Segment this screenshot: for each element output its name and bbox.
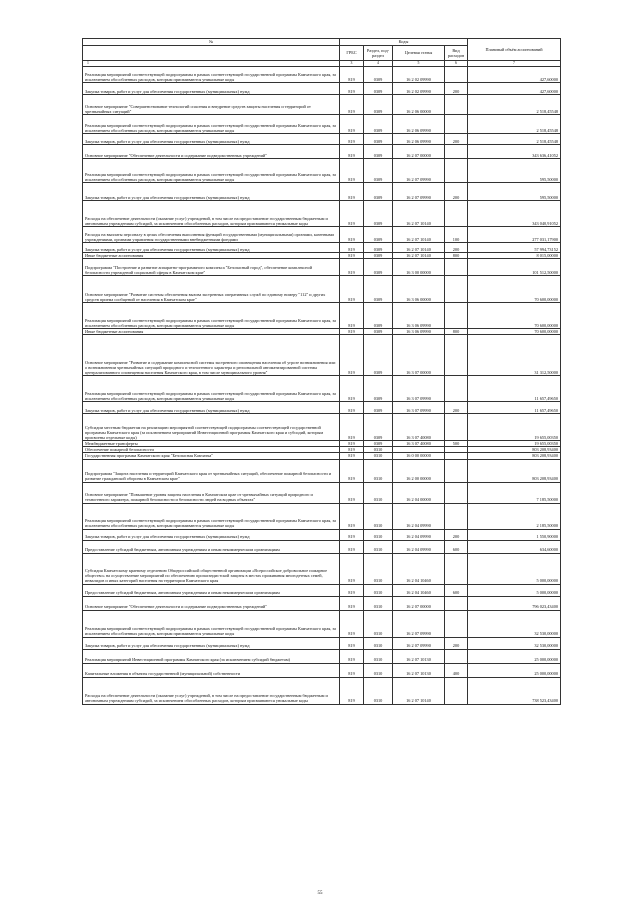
row-name: Реализация мероприятий соответствующей подпрограммы в рамках соответствующей государственной программы Камчатского края, за исключением обособленных расходов, которым присваиваются уникальные коды [83,376,340,402]
row-name: Закупка товаров, работ и услуг для обеспечения государственных (муниципальных) нужд [83,637,340,649]
row-section: 0310 [364,482,393,503]
row-name: Реализация мероприятий соответствующей подпрограммы в рамках соответствующей государственной программы Камчатского края, за исключением обособленных расходов, которым присваиваются уникальные коды [83,159,340,183]
row-section: 0310 [364,649,393,663]
row-name: Основное мероприятие "Развитие системы обеспечения вызова экстренных оперативных служб по единому номеру "112" и других средств приема сообщений от населения в Камчатском крае" [83,276,340,303]
row-grbs: 819 [340,145,364,159]
table-row [83,540,561,553]
row-target-article: 16 3 06 09990 [393,303,445,329]
row-section: 0310 [364,503,393,529]
table-row [83,596,561,610]
row-expense-type [445,115,468,134]
table-row [83,584,561,596]
table-row [83,134,561,145]
row-section: 0310 [364,453,393,459]
row-expense-type: 800 [445,253,468,259]
row-expense-type [445,503,468,529]
row-name: Предоставление субсидий бюджетным, автономным учреждениям и иным некоммерческим организациям [83,584,340,596]
row-amount: 19 655,00350 [468,441,561,447]
row-expense-type: 100 [445,227,468,243]
table-row [83,459,561,482]
row-expense-type [445,610,468,637]
table-row [83,303,561,329]
row-expense-type [445,259,468,276]
row-expense-type: 200 [445,402,468,414]
row-amount: 25 000,00000 [468,663,561,677]
page-number: 55 [317,891,323,896]
row-target-article: 16 2 02 09990 [393,67,445,83]
row-section: 0309 [364,303,393,329]
row-section: 0309 [364,145,393,159]
row-expense-type [445,459,468,482]
row-amount: 5 000,00000 [468,553,561,584]
row-amount: 57 994,73152 [468,243,561,253]
row-amount: 2 185,50000 [468,503,561,529]
row-target-article: 16 2 07 00000 [393,145,445,159]
row-target-article: 16 2 07 10140 [393,243,445,253]
row-expense-type [445,649,468,663]
row-amount: 427,60000 [468,83,561,95]
row-amount: 595,50000 [468,159,561,183]
row-grbs: 819 [340,329,364,335]
row-section: 0309 [364,95,393,115]
row-amount: 803 208,93400 [468,453,561,459]
row-amount: 11 657,49650 [468,402,561,414]
row-amount: 277 031,17900 [468,227,561,243]
row-target-article: 16 2 04 09990 [393,503,445,529]
row-expense-type: 600 [445,584,468,596]
row-target-article: 16 2 02 09990 [393,83,445,95]
row-name: Закупка товаров, работ и услуг для обеспечения государственных (муниципальных) нужд [83,134,340,145]
row-target-article: 16 0 00 00000 [393,453,445,459]
row-section: 0310 [364,677,393,704]
row-amount: 7 185,50000 [468,482,561,503]
row-section: 0309 [364,243,393,253]
row-name: Капитальные вложения в объекты государственной (муниципальной) собственности [83,663,340,677]
row-amount: 738 523,43400 [468,677,561,704]
row-grbs: 819 [340,637,364,649]
row-grbs: 819 [340,459,364,482]
row-target-article: 16 2 00 00000 [393,459,445,482]
row-target-article: 16 2 07 10130 [393,649,445,663]
table-row [83,276,561,303]
row-name: Реализация мероприятий соответствующей подпрограммы в рамках соответствующей государственной программы Камчатского края, за исключением обособленных расходов, которым присваиваются уникальные коды [83,67,340,83]
row-section: 0309 [364,335,393,376]
row-expense-type [445,596,468,610]
row-amount: 101 512,50000 [468,259,561,276]
row-section: 0309 [364,402,393,414]
row-section: 0310 [364,447,393,453]
row-expense-type [445,67,468,83]
row-grbs: 819 [340,482,364,503]
row-grbs: 819 [340,115,364,134]
row-expense-type [445,145,468,159]
row-target-article: 16 3 07 00000 [393,335,445,376]
row-target-article: 16 3 07 40080 [393,414,445,441]
table-row [83,335,561,376]
row-section: 0309 [364,259,393,276]
row-amount: 2 518,45548 [468,115,561,134]
header-section: Раздел, под-раздел [364,46,393,61]
row-section: 0310 [364,637,393,649]
row-name: Закупка товаров, работ и услуг для обеспечения государственных (муниципальных) нужд [83,529,340,540]
row-amount: 803 208,93400 [468,447,561,453]
row-target-article: 16 2 07 09990 [393,183,445,201]
row-target-article: 16 3 07 09990 [393,402,445,414]
row-amount: 8 015,00000 [468,253,561,259]
row-expense-type [445,335,468,376]
header-grbs: ГРБС [340,46,364,61]
row-target-article: 16 2 07 10130 [393,663,445,677]
row-expense-type [445,276,468,303]
row-amount: 31 312,50000 [468,335,561,376]
row-name: Реализация мероприятий соответствующей подпрограммы в рамках соответствующей государственной программы Камчатского края, за исключением обособленных расходов, которым присваиваются уникальные коды [83,610,340,637]
row-amount: 1 550,90000 [468,529,561,540]
row-expense-type: 800 [445,329,468,335]
column-number: 4 [364,61,393,67]
row-name: Реализация мероприятий соответствующей подпрограммы в рамках соответствующей государственной программы Камчатского края, за исключением обособленных расходов, которым присваиваются уникальные коды [83,503,340,529]
row-grbs: 819 [340,134,364,145]
row-expense-type: 200 [445,243,468,253]
row-target-article: 16 2 04 10460 [393,584,445,596]
row-target-article: 16 3 06 09990 [393,329,445,335]
column-number: 1 [83,61,340,67]
row-target-article: 16 2 07 09990 [393,159,445,183]
row-section: 0309 [364,441,393,447]
row-grbs: 819 [340,159,364,183]
row-expense-type [445,553,468,584]
row-section: 0309 [364,227,393,243]
table-row [83,677,561,704]
row-expense-type [445,414,468,441]
row-grbs: 819 [340,553,364,584]
row-section: 0310 [364,596,393,610]
row-name: Подпрограмма "Защита населения и территорий Камчатского края от чрезвычайных ситуаций, обеспечение пожарной безопасности и развитие гражданской обороны в Камчатском крае" [83,459,340,482]
row-grbs: 819 [340,67,364,83]
row-grbs: 819 [340,540,364,553]
row-name: Основное мероприятие "Развитие и содержание комплексной системы экстренного оповещения населения об угрозе возникновения или о возникновении чрезвычайных ситуаций природного и техногенного характера и региональной автоматизированной системы централизованного оповещения населения Камчатского края, в том числе муниципального уровня" [83,335,340,376]
row-amount: 19 655,00350 [468,414,561,441]
row-name: Межбюджетные трансферты [83,441,340,447]
table-row [83,414,561,441]
column-number: 6 [445,61,468,67]
row-target-article: 16 3 06 00000 [393,276,445,303]
row-grbs: 819 [340,453,364,459]
row-section: 0310 [364,553,393,584]
row-name: Закупка товаров, работ и услуг для обеспечения государственных (муниципальных) нужд [83,402,340,414]
row-amount: 343 040,91052 [468,201,561,227]
row-name: Основное мероприятие "Повышение уровня защиты населения в Камчатском крае от чрезвычайных ситуаций природного и техногенного характера, пожарной безопасности и безопасности людей на водных объектах" [83,482,340,503]
row-name: Реализация мероприятий соответствующей подпрограммы в рамках соответствующей государственной программы Камчатского края, за исключением обособленных расходов, которым присваиваются уникальные коды [83,303,340,329]
row-target-article: 16 2 04 00000 [393,482,445,503]
table-row [83,259,561,276]
row-expense-type: 200 [445,83,468,95]
row-target-article: 16 2 07 09990 [393,610,445,637]
row-name: Основное мероприятие "Совершенствование технологий спасения и внедрение средств защиты населения и территорий от чрезвычайных ситуаций" [83,95,340,115]
table-row [83,553,561,584]
row-target-article: 16 2 06 09990 [393,115,445,134]
header-expense-type: Вид расходов [445,46,468,61]
row-amount: 5 000,00000 [468,584,561,596]
row-section: 0310 [364,610,393,637]
row-target-article: 16 2 07 10140 [393,227,445,243]
row-amount: 803 208,93400 [468,459,561,482]
row-grbs: 819 [340,447,364,453]
column-number: 7 [468,61,561,67]
row-expense-type: 200 [445,637,468,649]
row-amount: 2 518,45548 [468,134,561,145]
table-row [83,95,561,115]
row-expense-type: 200 [445,134,468,145]
header-number: № [83,39,340,46]
row-grbs: 819 [340,253,364,259]
table-row [83,227,561,243]
table-row [83,145,561,159]
table-row [83,503,561,529]
row-grbs: 819 [340,441,364,447]
row-expense-type [445,159,468,183]
row-section: 0309 [364,414,393,441]
row-expense-type [445,376,468,402]
table-row [83,663,561,677]
row-target-article: 16 2 07 10140 [393,201,445,227]
row-grbs: 819 [340,529,364,540]
row-name: Расходы на выплаты персоналу в целях обеспечения выполнения функций государственными (муниципальными) органами, казенными учреждениями, органами управления государственными внебюджетными фондами [83,227,340,243]
row-section: 0310 [364,459,393,482]
row-grbs: 819 [340,677,364,704]
row-amount: 11 657,49650 [468,376,561,402]
row-grbs: 819 [340,227,364,243]
row-section: 0309 [364,115,393,134]
table-row [83,529,561,540]
row-target-article: 16 3 00 00000 [393,259,445,276]
row-name: Реализация мероприятий соответствующей подпрограммы в рамках соответствующей государственной программы Камчатского края, за исключением обособленных расходов, которым присваиваются уникальные коды [83,115,340,134]
row-grbs: 819 [340,303,364,329]
row-amount: 70 600,00000 [468,303,561,329]
row-expense-type [445,303,468,329]
row-target-article: 16 2 07 00000 [393,596,445,610]
row-grbs: 819 [340,610,364,637]
row-section: 0310 [364,584,393,596]
table-row [83,115,561,134]
row-expense-type: 500 [445,441,468,447]
row-grbs: 819 [340,243,364,253]
row-grbs: 819 [340,83,364,95]
row-amount: 70 600,00000 [468,329,561,335]
header-codes-group: Коды [340,39,468,46]
row-section: 0309 [364,329,393,335]
table-row [83,610,561,637]
row-target-article: 16 2 04 09990 [393,540,445,553]
row-section: 0309 [364,159,393,183]
row-grbs: 819 [340,259,364,276]
row-name: Основное мероприятие "Обеспечение деятельности и содержание подведомственных учреждений" [83,145,340,159]
row-section: 0309 [364,276,393,303]
row-target-article: 16 2 04 10460 [393,553,445,584]
row-name: Расходы на обеспечение деятельности (оказание услуг) учреждений, в том числе на предоставление государственным бюджетным и автономным учреждениям субсидий, за исключением обособленных расходов, которым присваиваются уникальные коды [83,201,340,227]
row-expense-type: 400 [445,663,468,677]
row-section: 0310 [364,540,393,553]
row-expense-type: 200 [445,183,468,201]
row-amount: 2 518,45548 [468,95,561,115]
row-name: Предоставление субсидий бюджетным, автономным учреждениям и иным некоммерческим организациям [83,540,340,553]
row-amount: 32 530,00000 [468,610,561,637]
table-row [83,201,561,227]
table-row [83,376,561,402]
row-amount: 595,50000 [468,183,561,201]
row-grbs: 819 [340,503,364,529]
row-target-article: 16 2 07 10140 [393,677,445,704]
row-name: Расходы на обеспечение деятельности (оказание услуг) учреждений, в том числе на предоставление государственным бюджетным и автономным учреждениям субсидий, за исключением обособленных расходов, которым присваиваются уникальные коды [83,677,340,704]
row-target-article: 16 2 07 09990 [393,637,445,649]
row-target-article: 16 2 04 09990 [393,529,445,540]
row-section: 0309 [364,183,393,201]
table-row [83,67,561,83]
row-amount: 634,60000 [468,540,561,553]
table-row [83,183,561,201]
row-section: 0309 [364,201,393,227]
row-grbs: 819 [340,335,364,376]
row-section: 0309 [364,134,393,145]
row-target-article: 16 2 06 09990 [393,134,445,145]
row-expense-type [445,201,468,227]
budget-allocation-table [82,38,561,705]
row-section: 0309 [364,253,393,259]
row-grbs: 819 [340,201,364,227]
row-name: Субсидия Камчатскому краевому отделению Общероссийской общественной организации «Всероссийское добровольное пожарное общество» на осуществление мероприятий по обеспечению пропагандистской защиты в местах проживания многодетных семей, инвалидов и иных категорий населения на территории Камчатского края [83,553,340,584]
table-row [83,482,561,503]
row-expense-type [445,482,468,503]
row-target-article: 16 2 07 10140 [393,253,445,259]
row-grbs: 819 [340,95,364,115]
row-section: 0309 [364,67,393,83]
row-amount: 343 636,41052 [468,145,561,159]
row-name: Реализация мероприятий Инвестиционной программы Камчатского края (за исключением субсидий бюджетам) [83,649,340,663]
row-grbs: 819 [340,376,364,402]
row-amount: 427,60000 [468,67,561,83]
row-section: 0310 [364,663,393,677]
table-row [83,649,561,663]
row-name: Основное мероприятие "Обеспечение деятельности и содержание подведомственных учреждений" [83,596,340,610]
row-grbs: 819 [340,584,364,596]
row-grbs: 819 [340,649,364,663]
row-grbs: 819 [340,596,364,610]
row-name: Субсидии местным бюджетам на реализацию мероприятий соответствующей подпрограммы соответствующей государственной программы Камчатского края (за исключением мероприятий Инвестиционной программы Камчатского края и субсидий, которым присвоены отдельные коды) [83,414,340,441]
row-expense-type: 200 [445,529,468,540]
row-expense-type [445,95,468,115]
column-number: 3 [340,61,364,67]
table-row [83,159,561,183]
row-section: 0309 [364,376,393,402]
row-name: Закупка товаров, работ и услуг для обеспечения государственных (муниципальных) нужд [83,183,340,201]
row-target-article: 16 3 07 40080 [393,441,445,447]
table-row [83,83,561,95]
row-section: 0309 [364,83,393,95]
row-expense-type [445,677,468,704]
row-amount: 70 600,00000 [468,276,561,303]
table-row [83,402,561,414]
row-name: Закупка товаров, работ и услуг для обеспечения государственных (муниципальных) нужд [83,83,340,95]
header-name [83,46,340,61]
table-row [83,243,561,253]
row-name: Государственная программа Камчатского края "Безопасная Камчатка" [83,453,340,459]
header-target-article: Целевая статья [393,46,445,61]
row-grbs: 819 [340,276,364,303]
row-name: Иные бюджетные ассигнования [83,329,340,335]
row-expense-type: 600 [445,540,468,553]
row-name: Обеспечение пожарной безопасности [83,447,340,453]
row-amount: 32 530,00000 [468,637,561,649]
row-name: Подпрограмма "Построение и развитие аппаратно-программного комплекса "Безопасный город", обеспечение комплексной безопасности учреждений социальной сферы в Камчатском крае" [83,259,340,276]
row-name: Иные бюджетные ассигнования [83,253,340,259]
row-target-article: 16 2 06 00000 [393,95,445,115]
table-body [83,67,561,704]
column-number: 5 [393,61,445,67]
row-target-article: 16 3 07 09990 [393,376,445,402]
row-amount: 25 000,00000 [468,649,561,663]
row-name: Закупка товаров, работ и услуг для обеспечения государственных (муниципальных) нужд [83,243,340,253]
row-section: 0310 [364,529,393,540]
header-amount: Плановый объём ассигнований [468,39,561,61]
table-row [83,637,561,649]
row-grbs: 819 [340,663,364,677]
row-grbs: 819 [340,414,364,441]
row-grbs: 819 [340,402,364,414]
row-amount: 796 023,43400 [468,596,561,610]
row-grbs: 819 [340,183,364,201]
